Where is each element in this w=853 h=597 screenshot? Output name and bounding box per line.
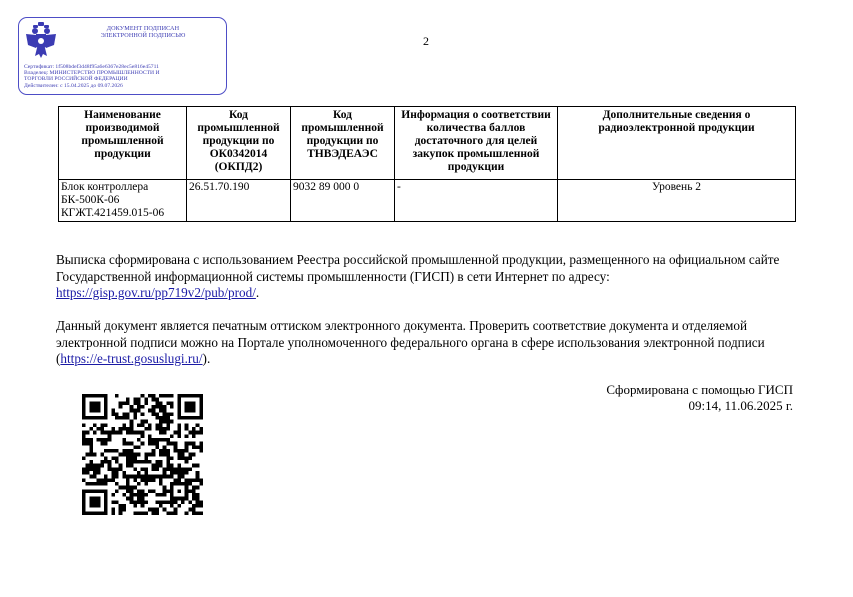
header-info: Информация о соответствии количества баллов достаточного для целей закупок промышленной продукции: [395, 107, 558, 180]
header-tnved: Код промышленной продукции по ТНВЭДЕАЭС: [291, 107, 395, 180]
cell-extra: Уровень 2: [558, 180, 796, 222]
generated-by: Сформирована с помощью ГИСП: [606, 382, 793, 397]
gisp-link[interactable]: https://gisp.gov.ru/pp719v2/pub/prod/: [56, 285, 256, 300]
cell-okpd2: 26.51.70.190: [187, 180, 291, 222]
signature-stamp: [18, 17, 227, 95]
stamp-certificate: Сертификат: 1f508bdef3d48f95a6e6367e28ec5e816e45711: [24, 64, 159, 70]
cell-info: -: [395, 180, 558, 222]
stamp-owner-1: Владелец: МИНИСТЕРСТВО ПРОМЫШЛЕННОСТИ И: [24, 70, 160, 76]
header-name: Наименование производимой промышленной продукции: [59, 107, 187, 180]
qr-code: [82, 394, 203, 515]
header-okpd2: Код промышленной продукции по ОК0342014 (ОКПД2): [187, 107, 291, 180]
table-row: [59, 180, 796, 222]
cell-tnved: 9032 89 000 0: [291, 180, 395, 222]
stamp-owner-2: ТОРГОВЛИ РОССИЙСКОЙ ФЕДЕРАЦИИ: [24, 76, 128, 82]
generated-info: [606, 382, 793, 414]
generated-datetime: 09:14, 11.06.2025 г.: [688, 398, 793, 413]
coat-of-arms-icon: [24, 21, 58, 59]
extract-paragraph: Выписка сформирована с использованием Реестра российской промышленной продукции, размещенного на официальном сайте Государственной информационной системы промышленности (ГИСП) в сети Интернет по адресу: https://gisp.gov.ru/pp719v2/pub/prod/.: [56, 252, 780, 300]
page-number: 2: [423, 34, 429, 48]
cell-name: Блок контроллера БК-500К-06 КГЖТ.421459.015-06: [59, 180, 187, 222]
verification-paragraph: Данный документ является печатным оттиском электронного документа. Проверить соответствие документа и отделяемой электронной подписи можно на Портале уполномоченного федерального органа в сфере использования электронной подписи (https://e-trust.gosuslugi.ru/).: [56, 318, 765, 366]
products-table: [58, 106, 796, 222]
stamp-title: ДОКУМЕНТ ПОДПИСАН ЭЛЕКТРОННОЙ ПОДПИСЬЮ: [100, 25, 186, 39]
header-extra: Дополнительные сведения о радиоэлектронной продукции: [558, 107, 796, 180]
stamp-validity: Действителен: с 15.04.2025 до 09.07.2026: [24, 83, 123, 89]
table-header-row: [59, 107, 796, 180]
etrust-link[interactable]: https://e-trust.gosuslugi.ru/: [60, 351, 203, 366]
